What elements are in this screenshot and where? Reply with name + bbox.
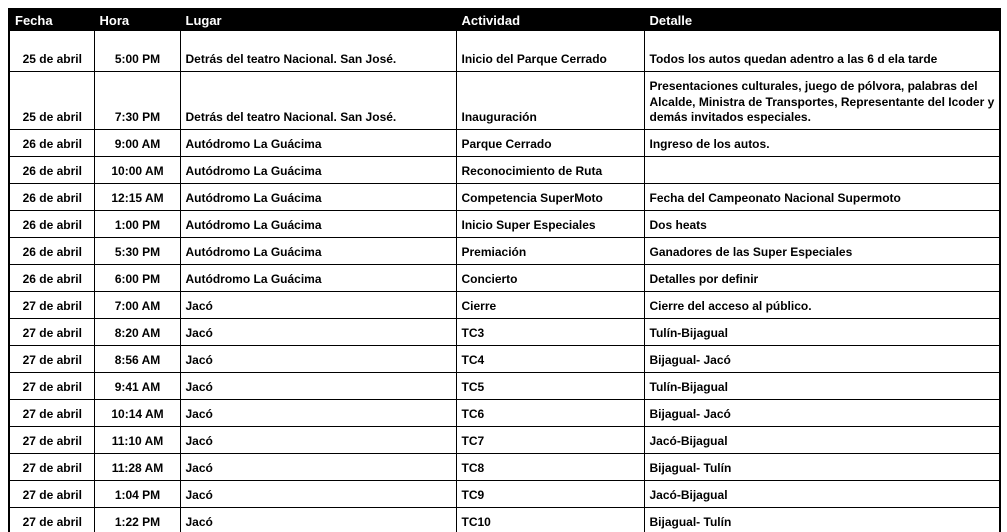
table-header [9, 9, 1000, 31]
table-cell: 5:00 PM [94, 31, 180, 72]
table-cell: TC5 [456, 373, 644, 400]
table-cell: 27 de abril [9, 400, 94, 427]
table-cell: 27 de abril [9, 427, 94, 454]
table-cell: 26 de abril [9, 238, 94, 265]
table-cell: Premiación [456, 238, 644, 265]
table-cell: Tulín-Bijagual [644, 319, 1000, 346]
table-cell: Inicio Super Especiales [456, 211, 644, 238]
table-cell: Jacó [180, 481, 456, 508]
table-cell: Jacó [180, 508, 456, 532]
table-cell: TC7 [456, 427, 644, 454]
table-cell: Autódromo La Guácima [180, 238, 456, 265]
table-row [9, 211, 1000, 238]
table-cell: 12:15 AM [94, 184, 180, 211]
header-row [9, 9, 1000, 31]
table-cell: Presentaciones culturales, juego de pólvora, palabras del Alcalde, Ministra de Transportes, Representante del Icoder y demás invitados especiales. [644, 72, 1000, 130]
table-cell: 27 de abril [9, 454, 94, 481]
table-cell: 7:30 PM [94, 72, 180, 130]
table-cell: Competencia SuperMoto [456, 184, 644, 211]
table-cell: Inauguración [456, 72, 644, 130]
table-row [9, 481, 1000, 508]
table-cell: 27 de abril [9, 319, 94, 346]
table-cell: Bijagual- Tulín [644, 508, 1000, 532]
table-cell: Bijagual- Tulín [644, 454, 1000, 481]
table-row [9, 238, 1000, 265]
table-cell: 1:04 PM [94, 481, 180, 508]
table-cell: 26 de abril [9, 265, 94, 292]
table-cell: 1:00 PM [94, 211, 180, 238]
table-cell: Jacó [180, 427, 456, 454]
table-cell: 5:30 PM [94, 238, 180, 265]
column-header-lugar: Lugar [180, 9, 456, 31]
table-cell: 27 de abril [9, 373, 94, 400]
table-row [9, 319, 1000, 346]
table-row [9, 265, 1000, 292]
table-cell: 7:00 AM [94, 292, 180, 319]
table-row [9, 508, 1000, 532]
table-cell: Detalles por definir [644, 265, 1000, 292]
table-cell: Jacó [180, 292, 456, 319]
table-cell: 8:20 AM [94, 319, 180, 346]
table-cell: Todos los autos quedan adentro a las 6 d ela tarde [644, 31, 1000, 72]
column-header-fecha: Fecha [9, 9, 94, 31]
table-cell: 27 de abril [9, 346, 94, 373]
table-cell: 11:10 AM [94, 427, 180, 454]
table-cell: TC8 [456, 454, 644, 481]
table-cell: 27 de abril [9, 481, 94, 508]
column-header-detalle: Detalle [644, 9, 1000, 31]
table-row [9, 454, 1000, 481]
table-cell: Jacó-Bijagual [644, 481, 1000, 508]
table-cell: Autódromo La Guácima [180, 130, 456, 157]
table-cell [644, 157, 1000, 184]
table-cell: Jacó [180, 373, 456, 400]
table-cell: 27 de abril [9, 292, 94, 319]
table-cell: 26 de abril [9, 157, 94, 184]
table-cell: 1:22 PM [94, 508, 180, 532]
table-body [9, 31, 1000, 532]
table-cell: Tulín-Bijagual [644, 373, 1000, 400]
table-row [9, 400, 1000, 427]
table-cell: Autódromo La Guácima [180, 157, 456, 184]
table-cell: 26 de abril [9, 211, 94, 238]
table-row [9, 157, 1000, 184]
table-row [9, 427, 1000, 454]
table-cell: Reconocimiento de Ruta [456, 157, 644, 184]
table-cell: Jacó-Bijagual [644, 427, 1000, 454]
table-cell: Autódromo La Guácima [180, 184, 456, 211]
table-cell: TC3 [456, 319, 644, 346]
table-cell: Cierre [456, 292, 644, 319]
table-row [9, 184, 1000, 211]
table-cell: 6:00 PM [94, 265, 180, 292]
table-cell: Bijagual- Jacó [644, 346, 1000, 373]
table-cell: 9:00 AM [94, 130, 180, 157]
table-cell: Ganadores de las Super Especiales [644, 238, 1000, 265]
table-cell: TC9 [456, 481, 644, 508]
column-header-hora: Hora [94, 9, 180, 31]
table-cell: 25 de abril [9, 31, 94, 72]
table-cell: Inicio del Parque Cerrado [456, 31, 644, 72]
table-cell: 8:56 AM [94, 346, 180, 373]
table-cell: 10:14 AM [94, 400, 180, 427]
table-cell: 10:00 AM [94, 157, 180, 184]
table-cell: Detrás del teatro Nacional. San José. [180, 31, 456, 72]
table-cell: 26 de abril [9, 130, 94, 157]
column-header-actividad: Actividad [456, 9, 644, 31]
table-cell: Concierto [456, 265, 644, 292]
table-cell: Ingreso de los autos. [644, 130, 1000, 157]
table-cell: Autódromo La Guácima [180, 265, 456, 292]
table-cell: Bijagual- Jacó [644, 400, 1000, 427]
table-cell: 9:41 AM [94, 373, 180, 400]
table-cell: Autódromo La Guácima [180, 211, 456, 238]
table-cell: Dos heats [644, 211, 1000, 238]
table-cell: Jacó [180, 400, 456, 427]
table-cell: 27 de abril [9, 508, 94, 532]
table-cell: Jacó [180, 454, 456, 481]
table-row [9, 31, 1000, 72]
table-cell: TC10 [456, 508, 644, 532]
table-cell: 11:28 AM [94, 454, 180, 481]
table-cell: TC6 [456, 400, 644, 427]
table-row [9, 373, 1000, 400]
table-cell: Cierre del acceso al público. [644, 292, 1000, 319]
table-cell: 26 de abril [9, 184, 94, 211]
table-cell: 25 de abril [9, 72, 94, 130]
table-cell: Jacó [180, 319, 456, 346]
table-cell: Detrás del teatro Nacional. San José. [180, 72, 456, 130]
table-row [9, 72, 1000, 130]
event-schedule-table [8, 8, 1001, 532]
table-row [9, 130, 1000, 157]
table-cell: Fecha del Campeonato Nacional Supermoto [644, 184, 1000, 211]
table-cell: Jacó [180, 346, 456, 373]
table-row [9, 292, 1000, 319]
table-cell: TC4 [456, 346, 644, 373]
table-cell: Parque Cerrado [456, 130, 644, 157]
table-row [9, 346, 1000, 373]
